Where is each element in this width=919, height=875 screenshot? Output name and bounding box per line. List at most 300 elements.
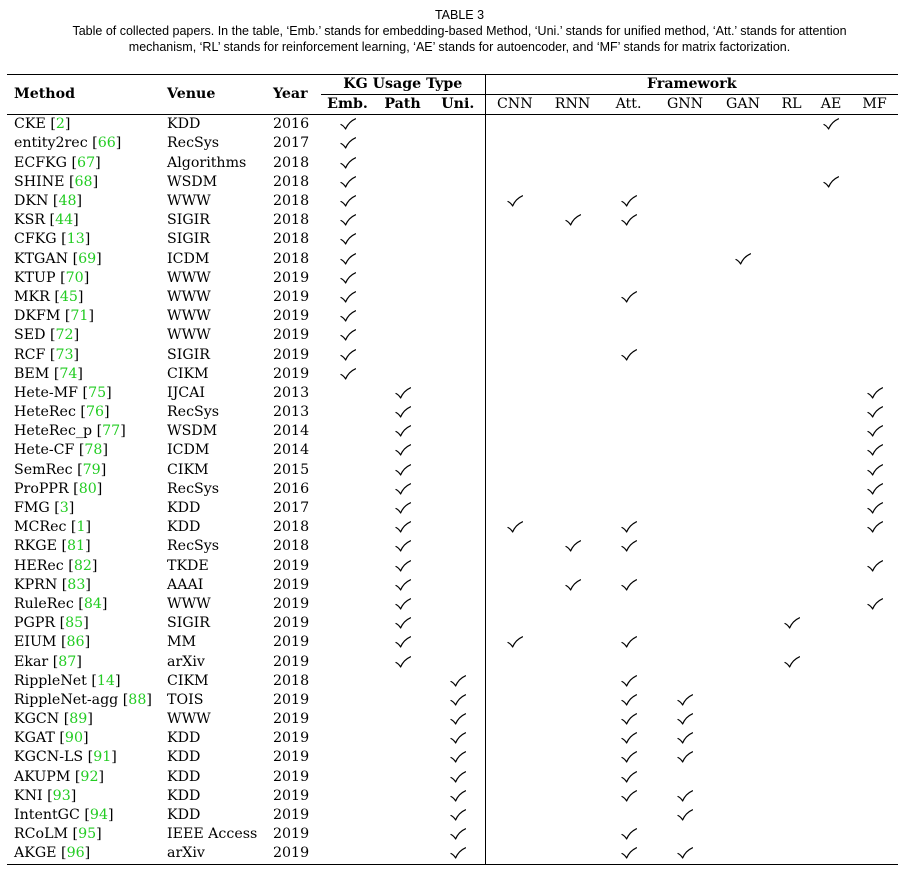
table-row [7,345,898,364]
fw-cell-gan [714,844,772,864]
fw-cell-gnn [656,652,714,671]
year-cell: 2019 [273,595,310,612]
fw-cell-mf [851,672,898,691]
method-name: HERec [14,557,64,574]
citation-link[interactable]: 77 [102,423,121,440]
checkmark-icon [395,502,411,514]
checkmark-icon [395,598,411,610]
citation-link[interactable]: 95 [78,826,97,843]
citation-link[interactable]: 85 [65,615,84,632]
table-row [7,269,898,288]
venue-cell: WWW [167,711,211,728]
citation-link[interactable]: 91 [93,749,112,766]
kg-cell-uni [431,384,485,403]
kg-cell-uni [431,576,485,595]
fw-cell-gnn [656,461,714,480]
fw-cell-rnn [544,365,601,384]
fw-cell-att [601,422,656,441]
fw-cell-cnn [485,557,544,576]
fw-cell-gan [714,115,772,135]
fw-cell-gan [714,480,772,499]
fw-cell-cnn [485,595,544,614]
fw-cell-rl [772,192,811,211]
citation-link[interactable]: 76 [85,404,104,421]
method-cell: Hete-MF [75] [14,384,112,401]
kg-cell-emb [321,230,374,249]
checkmark-icon [340,253,356,265]
year-cell: 2019 [273,327,310,344]
checkmark-icon [340,118,356,130]
fw-cell-att [601,441,656,460]
table-row [7,480,898,499]
citation-link[interactable]: 94 [89,807,108,824]
fw-cell-rl [772,652,811,671]
citation-link[interactable]: 79 [82,461,101,478]
checkmark-icon [621,828,637,840]
citation-link[interactable]: 92 [80,768,99,785]
fw-cell-cnn [485,672,544,691]
fw-cell-gan [714,230,772,249]
kg-cell-path [374,729,431,748]
year-cell: 2013 [273,384,310,401]
fw-cell-gnn [656,230,714,249]
kg-cell-path [374,710,431,729]
kg-cell-uni [431,748,485,767]
year-cell: 2016 [273,480,310,497]
fw-cell-ae [811,557,851,576]
citation-link[interactable]: 70 [65,269,84,286]
citation-link[interactable]: 74 [59,365,78,382]
venue-cell: AAAI [167,576,204,593]
table-row [7,154,898,173]
citation-link[interactable]: 81 [67,538,86,555]
citation-link[interactable]: 45 [59,288,78,305]
fw-cell-gnn [656,748,714,767]
fw-cell-ae [811,806,851,825]
fw-cell-att [601,652,656,671]
fw-cell-mf [851,461,898,480]
fw-cell-gan [714,518,772,537]
table-row [7,115,898,135]
fw-cell-rl [772,691,811,710]
kg-cell-path [374,326,431,345]
method-cell: DKFM [71] [14,308,95,325]
venue-cell: MM [167,634,197,651]
venue-cell: SIGIR [167,212,210,229]
method-name: DKN [14,193,49,210]
fw-cell-rl [772,557,811,576]
fw-cell-mf [851,365,898,384]
method-cell: EIUM [86] [14,634,91,651]
fw-cell-mf [851,173,898,192]
checkmark-icon [507,636,523,648]
checkmark-icon [621,847,637,859]
kg-cell-emb [321,480,374,499]
kg-cell-uni [431,672,485,691]
fw-cell-att [601,134,656,153]
method-name: KPRN [14,576,58,593]
fw-cell-cnn [485,422,544,441]
kg-cell-path [374,365,431,384]
checkmark-icon [450,847,466,859]
fw-cell-att [601,250,656,269]
citation-link[interactable]: 3 [59,500,69,517]
kg-cell-path [374,652,431,671]
fw-cell-gan [714,345,772,364]
checkmark-icon [621,675,637,687]
citation-link[interactable]: 84 [83,595,102,612]
checkmark-icon [450,771,466,783]
fw-cell-att [601,537,656,556]
kg-cell-path [374,269,431,288]
citation-link[interactable]: 13 [66,231,85,248]
fw-cell-ae [811,384,851,403]
fw-cell-rnn [544,345,601,364]
year-cell: 2016 [273,116,310,133]
table-row [7,384,898,403]
kg-cell-uni [431,806,485,825]
citation-link[interactable]: 44 [55,212,74,229]
kg-cell-emb [321,614,374,633]
method-name: Ekar [14,653,49,670]
fw-cell-gan [714,441,772,460]
method-name: AKGE [14,845,57,862]
fw-cell-cnn [485,499,544,518]
fw-cell-ae [811,748,851,767]
year-cell: 2019 [273,711,310,728]
kg-cell-path [374,134,431,153]
fw-cell-ae [811,422,851,441]
fw-cell-cnn [485,326,544,345]
kg-cell-emb [321,403,374,422]
fw-cell-ae [811,441,851,460]
method-name: ECFKG [14,154,67,171]
fw-cell-ae [811,461,851,480]
method-cell: entity2rec [66] [14,135,122,152]
method-cell: RippleNet [14] [14,672,121,689]
year-cell: 2019 [273,288,310,305]
citation-link[interactable]: 75 [88,384,107,401]
fw-cell-cnn [485,844,544,864]
fw-cell-cnn [485,288,544,307]
fw-cell-rnn [544,557,601,576]
venue-cell: WWW [167,288,211,305]
checkmark-icon [735,253,751,265]
fw-cell-gnn [656,614,714,633]
fw-cell-cnn [485,748,544,767]
kg-cell-emb [321,192,374,211]
citation-link[interactable]: 14 [96,672,115,689]
fw-cell-cnn [485,710,544,729]
fw-cell-gnn [656,441,714,460]
year-cell: 2017 [273,135,310,152]
kg-cell-path [374,768,431,787]
kg-cell-emb [321,441,374,460]
table-row [7,748,898,767]
citation-link[interactable]: 80 [78,480,97,497]
kg-cell-emb [321,365,374,384]
checkmark-icon [507,195,523,207]
kg-cell-emb [321,345,374,364]
table-caption-line-2: mechanism, ‘RL’ stands for reinforcement learning, ‘AE’ stands for autoencoder, and ‘MF’ stands for matrix factorization. [128,40,791,54]
checkmark-icon [340,157,356,169]
fw-cell-rnn [544,115,601,135]
citation-link[interactable]: 88 [128,691,147,708]
citation-link[interactable]: 67 [77,154,96,171]
fw-cell-rnn [544,230,601,249]
header-kg-emb: Emb. [321,95,374,115]
fw-cell-gan [714,173,772,192]
year-cell: 2019 [273,308,310,325]
checkmark-icon [621,732,637,744]
kg-cell-emb [321,557,374,576]
fw-cell-ae [811,173,851,192]
fw-cell-rnn [544,672,601,691]
kg-cell-uni [431,844,485,864]
fw-cell-gnn [656,365,714,384]
fw-cell-gan [714,825,772,844]
fw-cell-gnn [656,480,714,499]
method-cell: CKE [2] [14,116,71,133]
fw-cell-cnn [485,806,544,825]
fw-cell-cnn [485,307,544,326]
fw-cell-gnn [656,403,714,422]
kg-cell-emb [321,748,374,767]
kg-cell-uni [431,288,485,307]
fw-cell-att [601,576,656,595]
citation-link[interactable]: 89 [69,711,88,728]
checkmark-icon [395,483,411,495]
checkmark-icon [340,176,356,188]
checkmark-icon [621,751,637,763]
citation-link[interactable]: 73 [55,346,74,363]
fw-cell-mf [851,518,898,537]
fw-cell-gan [714,672,772,691]
fw-cell-rnn [544,691,601,710]
checkmark-icon [621,540,637,552]
citation-link[interactable]: 2 [55,116,65,133]
year-cell: 2019 [273,749,310,766]
table-row [7,288,898,307]
fw-cell-gnn [656,787,714,806]
fw-cell-rl [772,729,811,748]
fw-cell-rl [772,672,811,691]
fw-cell-rl [772,115,811,135]
kg-cell-emb [321,288,374,307]
table-label: TABLE 3 [434,8,485,22]
table-row [7,652,898,671]
fw-cell-rnn [544,288,601,307]
checkmark-icon [340,137,356,149]
kg-cell-path [374,557,431,576]
citation-link[interactable]: 82 [73,557,92,574]
kg-cell-emb [321,768,374,787]
fw-cell-gan [714,614,772,633]
year-cell: 2019 [273,346,310,363]
kg-cell-emb [321,422,374,441]
fw-cell-gan [714,154,772,173]
fw-cell-cnn [485,192,544,211]
kg-cell-path [374,384,431,403]
table-row [7,806,898,825]
fw-cell-ae [811,307,851,326]
checkmark-icon [677,713,693,725]
year-cell: 2019 [273,557,310,574]
fw-cell-ae [811,365,851,384]
kg-cell-uni [431,480,485,499]
fw-cell-cnn [485,614,544,633]
fw-cell-cnn [485,461,544,480]
kg-cell-uni [431,557,485,576]
method-name: Hete-MF [14,384,79,401]
citation-link[interactable]: 71 [70,308,89,325]
fw-cell-ae [811,672,851,691]
method-name: MKR [14,288,50,305]
checkmark-icon [677,790,693,802]
fw-cell-ae [811,633,851,652]
checkmark-icon [340,368,356,380]
citation-link[interactable]: 1 [76,519,86,536]
citation-link[interactable]: 66 [97,135,116,152]
table-body [7,115,898,864]
fw-cell-rnn [544,326,601,345]
kg-cell-path [374,787,431,806]
fw-cell-rnn [544,173,601,192]
kg-cell-uni [431,537,485,556]
fw-cell-rnn [544,441,601,460]
fw-cell-rnn [544,768,601,787]
kg-cell-uni [431,422,485,441]
fw-cell-ae [811,211,851,230]
citation-link[interactable]: 86 [66,634,85,651]
kg-cell-path [374,154,431,173]
method-name: entity2rec [14,135,88,152]
fw-cell-gnn [656,672,714,691]
checkmark-icon [450,732,466,744]
kg-cell-emb [321,384,374,403]
fw-cell-rl [772,499,811,518]
fw-cell-mf [851,768,898,787]
venue-cell: KDD [167,787,201,804]
venue-cell: WSDM [167,423,218,440]
fw-cell-rnn [544,614,601,633]
table-row [7,192,898,211]
fw-cell-mf [851,154,898,173]
fw-cell-gnn [656,806,714,825]
kg-cell-emb [321,326,374,345]
table-row [7,633,898,652]
venue-cell: RecSys [167,480,220,497]
fw-cell-mf [851,230,898,249]
fw-cell-gnn [656,134,714,153]
fw-cell-rl [772,461,811,480]
fw-cell-rl [772,537,811,556]
fw-cell-gan [714,365,772,384]
fw-cell-rl [772,326,811,345]
kg-cell-emb [321,307,374,326]
citation-link[interactable]: 48 [58,193,77,210]
checkmark-icon [507,521,523,533]
citation-link[interactable]: 83 [67,576,86,593]
header-year: Year [266,75,321,115]
kg-cell-emb [321,825,374,844]
kg-cell-emb [321,844,374,864]
method-cell: MCRec [1] [14,519,92,536]
citation-link[interactable]: 72 [55,327,74,344]
method-cell: AKUPM [92] [14,768,105,785]
kg-cell-path [374,537,431,556]
fw-cell-mf [851,844,898,864]
method-cell: AKGE [96] [7,844,160,864]
kg-cell-path [374,403,431,422]
fw-cell-att [601,461,656,480]
kg-cell-uni [431,461,485,480]
venue-cell: RecSys [167,538,220,555]
fw-cell-mf [851,537,898,556]
checkmark-icon [395,656,411,668]
fw-cell-ae [811,825,851,844]
method-cell: ECFKG [67] [14,154,101,171]
venue-cell: WWW [167,269,211,286]
fw-cell-rl [772,384,811,403]
checkmark-icon [565,214,581,226]
method-cell: KPRN [83] [14,576,91,593]
fw-cell-ae [811,499,851,518]
checkmark-icon [395,540,411,552]
fw-cell-cnn [485,384,544,403]
fw-cell-gan [714,461,772,480]
checkmark-icon [340,349,356,361]
table-row [7,576,898,595]
fw-cell-mf [851,326,898,345]
fw-cell-rnn [544,499,601,518]
kg-cell-emb [321,710,374,729]
method-name: AKUPM [14,768,71,785]
kg-cell-emb [321,806,374,825]
citation-link[interactable]: 93 [52,787,71,804]
fw-cell-att [601,806,656,825]
kg-cell-path [374,288,431,307]
citation-link[interactable]: 69 [78,250,97,267]
checkmark-icon [450,694,466,706]
fw-cell-att [601,384,656,403]
year-cell: 2019 [273,807,310,824]
venue-cell: TOIS [167,691,204,708]
kg-cell-path [374,844,431,864]
method-cell: HeteRec [76] [14,404,110,421]
fw-cell-gan [714,806,772,825]
fw-cell-gan [714,537,772,556]
fw-cell-gan [714,288,772,307]
table-row [7,250,898,269]
table-row [7,307,898,326]
fw-cell-gan [714,192,772,211]
year-cell: 2019 [273,826,310,843]
citation-link[interactable]: 68 [74,173,93,190]
checkmark-icon [340,233,356,245]
checkmark-icon [621,579,637,591]
fw-cell-rnn [544,384,601,403]
citation-link[interactable]: 78 [84,442,103,459]
fw-cell-ae [811,288,851,307]
citation-link[interactable]: 90 [64,730,83,747]
table-row [7,230,898,249]
citation-link[interactable]: 96 [66,845,85,862]
fw-cell-gan [714,768,772,787]
kg-cell-path [374,595,431,614]
kg-cell-uni [431,326,485,345]
citation-link[interactable]: 87 [58,653,77,670]
